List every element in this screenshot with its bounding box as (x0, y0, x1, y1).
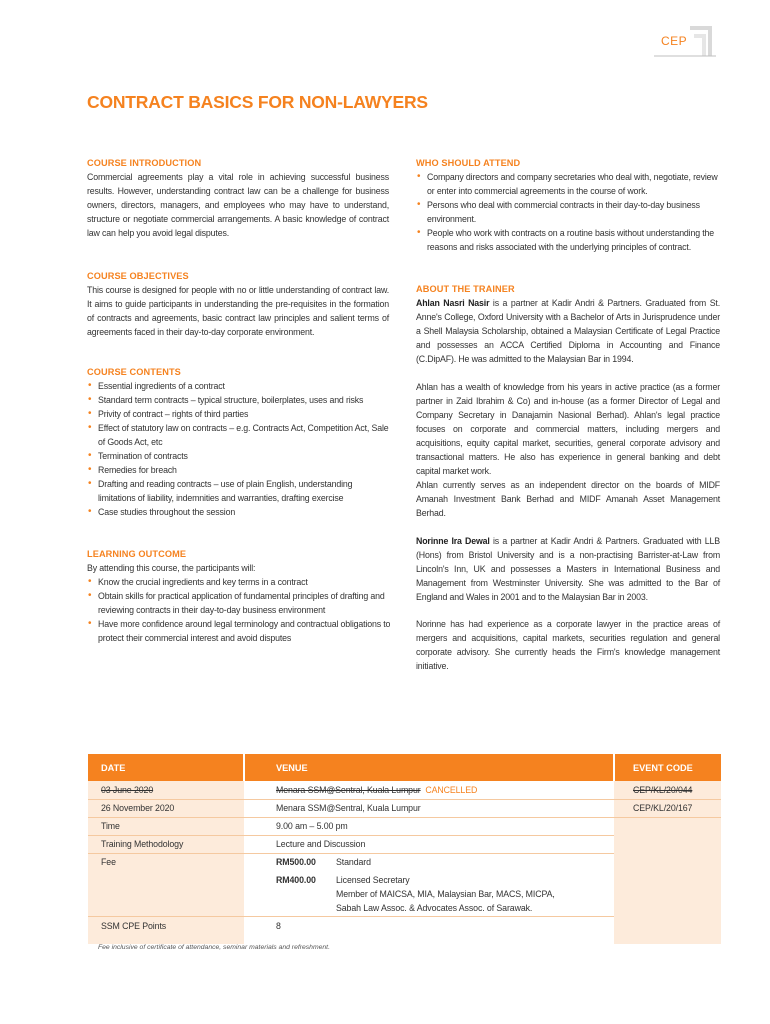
trainer-1-experience: Ahlan has a wealth of knowledge from his years in active practice (as a former partner in Zaid Ibrahim & Co) and in-house (as a former Director of Legal and Company Secretary in Danajamin Nasional Berhad). Ahlan's legal practice focuses on corporate and commercial matters, including mergers and acquisitions, equity capital market, securities, general corporate advisory and transactional matters. He also has experience in general banking and debt capital market work. (416, 382, 720, 476)
list-item: • Drafting and reading contracts – use of plain English, understanding limitations of liability, indemnities and warranties, drafting exercise (87, 477, 391, 505)
page-title: CONTRACT BASICS FOR NON-LAWYERS (87, 92, 428, 112)
attend-heading: WHO SHOULD ATTEND (416, 158, 521, 168)
trainer-1-directorship: Ahlan currently serves as an independent director on the boards of MIDF Amanah Investment Bank Berhad and MIDF Amanah Asset Management Berhad. (416, 480, 720, 518)
list-item: • People who work with contracts on a routine basis without understanding the reasons and risks associated with the underlying principles of contract. (416, 226, 720, 254)
contents-list (87, 379, 391, 519)
intro-text: Commercial agreements play a vital role in achieving successful business results. However, understanding contract law can be a challenge for business owners, directors, managers, and employees who may have to understand, structure or negotiate commercial arrangements. A basic knowledge of contract law can help you avoid legal disputes. (87, 172, 389, 238)
header-date: DATE (101, 763, 126, 773)
outcome-heading: LEARNING OUTCOME (87, 549, 187, 559)
code-column-bg (614, 754, 721, 944)
header-event-code: EVENT CODE (633, 763, 693, 773)
trainer-1-bio (416, 296, 720, 366)
list-item: • Termination of contracts (87, 449, 391, 463)
list-item: • Persons who deal with commercial contracts in their day-to-day business environment. (416, 198, 720, 226)
cpe-value: 8 (276, 921, 281, 931)
trainer-2-bio-text: is a partner at Kadir Andri & Partners. Graduated with LLB (Hons) from Bristol University and is a non-practising Barrister-at-Law from Lincoln's Inn, UK and possesses a Masters in International Business and Management from Westminster University. She was admitted to the Bar of England and Wales in 2001 and to the Malaysian Bar in 2003. (416, 536, 720, 602)
row1-venue-cell (276, 785, 477, 795)
outcome-intro: By attending this course, the participants will: (87, 563, 256, 573)
cpe-label: SSM CPE Points (101, 921, 167, 931)
fee-member-desc-3: Sabah Law Assoc. & Advocates Assoc. of Sarawak. (336, 903, 533, 913)
row1-date: 03 June 2020 (101, 785, 154, 795)
cancelled-label: CANCELLED (425, 785, 478, 795)
header-divider (613, 754, 615, 781)
list-item: • Company directors and company secretaries who deal with, negotiate, review or enter into commercial agreements in the course of work. (416, 170, 720, 198)
row1-venue: Menara SSM@Sentral, Kuala Lumpur (276, 785, 421, 795)
fee-member-desc-1: Licensed Secretary (336, 875, 410, 885)
schedule-table (88, 754, 721, 944)
fee-label: Fee (101, 857, 116, 867)
row-divider (88, 835, 614, 836)
trainer-1-bio-text: is a partner at Kadir Andri & Partners. Graduated from St. Anne's College, Oxford University with a Bachelor of Arts in Jurisprudence under a Shell Malaysia Scholarship, obtained a Malaysian Certificate of Legal Practice and possesses an ACCA Certified Diploma in Accounting and Finance (C.DipAF). He was admitted to the Malaysian Bar in 1994. (416, 298, 720, 364)
row2-venue: Menara SSM@Sentral, Kuala Lumpur (276, 803, 421, 813)
list-item: • Privity of contract – rights of third parties (87, 407, 391, 421)
intro-heading: COURSE INTRODUCTION (87, 158, 202, 168)
list-item: • Essential ingredients of a contract (87, 379, 391, 393)
trainer-1-name: Ahlan Nasri Nasir (416, 298, 490, 308)
row2-event-code: CEP/KL/20/167 (633, 803, 693, 813)
objectives-heading: COURSE OBJECTIVES (87, 271, 189, 281)
list-item: • Standard term contracts – typical structure, boilerplates, uses and risks (87, 393, 391, 407)
row-divider (88, 916, 614, 917)
objectives-text: This course is designed for people with no or little understanding of contract law. It aims to guide participants in understanding the pre-requisites in the formation of contracts and agreements, basic contract law principles and salient terms of agreements faced in their day-to-day corporate environment. (87, 285, 389, 337)
list-item: • Case studies throughout the session (87, 505, 391, 519)
logo-text: CEP (661, 34, 688, 48)
outcome-list (87, 575, 391, 645)
method-value: Lecture and Discussion (276, 839, 366, 849)
header-venue: VENUE (276, 763, 308, 773)
trainer-2-bio (416, 534, 720, 604)
time-value: 9.00 am – 5.00 pm (276, 821, 348, 831)
row-divider (88, 853, 614, 854)
list-item: • Effect of statutory law on contracts – e.g. Contracts Act, Competition Act, Sale of Goods Act, etc (87, 421, 391, 449)
row-divider (88, 817, 721, 818)
trainer-heading: ABOUT THE TRAINER (416, 284, 515, 294)
fee-standard-amount: RM500.00 (276, 857, 316, 867)
row1-event-code: CEP/KL/20/044 (633, 785, 693, 795)
row-divider (88, 799, 721, 800)
table-header (88, 754, 721, 781)
header-divider (243, 754, 245, 781)
list-item: • Obtain skills for practical application of fundamental principles of drafting and reviewing contracts in their day-to-day business environment (87, 589, 391, 617)
list-item: • Have more confidence around legal terminology and contractual obligations to protect their commercial interest and avoid disputes (87, 617, 391, 645)
trainer-2-name: Norinne Ira Dewal (416, 536, 490, 546)
fee-note: Fee inclusive of certificate of attendance, seminar materials and refreshment. (98, 944, 330, 951)
contents-heading: COURSE CONTENTS (87, 367, 181, 377)
method-label: Training Methodology (101, 839, 184, 849)
fee-member-desc-2: Member of MAICSA, MIA, Malaysian Bar, MACS, MICPA, (336, 889, 555, 899)
time-label: Time (101, 821, 120, 831)
fee-member-amount: RM400.00 (276, 875, 316, 885)
fee-standard-desc: Standard (336, 857, 371, 867)
list-item: • Remedies for breach (87, 463, 391, 477)
attend-list (416, 170, 720, 254)
list-item: • Know the crucial ingredients and key terms in a contract (87, 575, 391, 589)
trainer-2-experience: Norinne has had experience as a corporate lawyer in the practice areas of mergers and acquisitions, capital markets, securities regulation and general corporate advisory. She currently heads the Firm's knowledge management initiative. (416, 619, 720, 671)
row2-date: 26 November 2020 (101, 803, 175, 813)
